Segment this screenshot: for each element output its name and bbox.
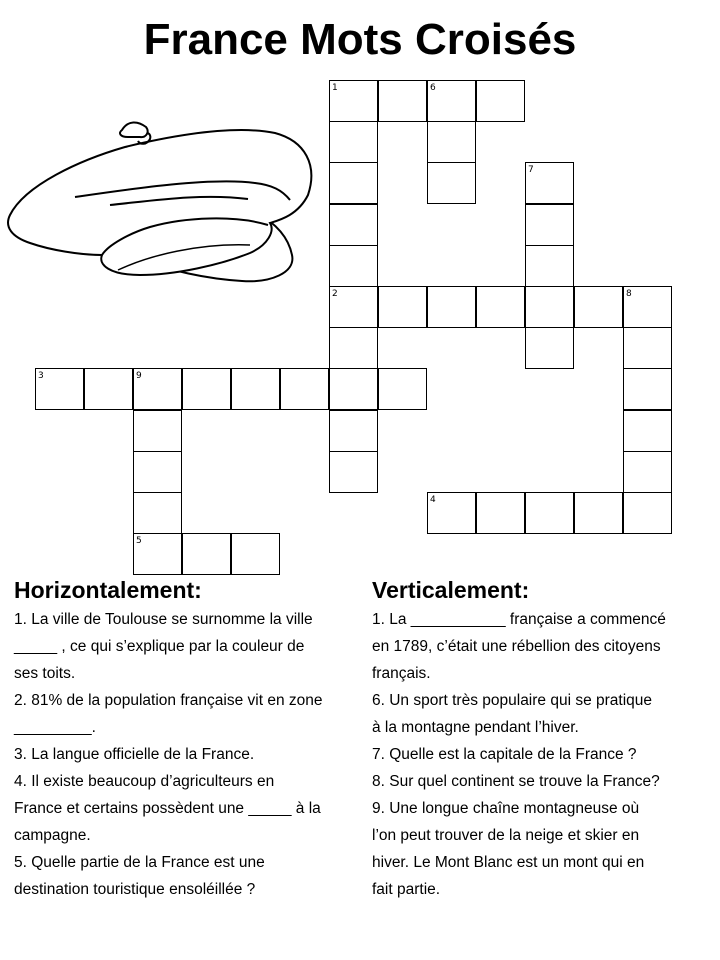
- grid-cell[interactable]: [329, 162, 378, 204]
- grid-cell[interactable]: [525, 204, 574, 246]
- clue-line: 2. 81% de la population française vit en zone: [14, 692, 323, 709]
- grid-cell[interactable]: [476, 286, 525, 328]
- grid-cell[interactable]: [476, 492, 525, 534]
- grid-cell[interactable]: [133, 368, 182, 410]
- grid-cell[interactable]: [378, 80, 427, 122]
- clue-line: l’on peut trouver de la neige et skier en: [372, 827, 640, 844]
- grid-cell[interactable]: [329, 410, 378, 452]
- clue-line: 7. Quelle est la capitale de la France ?: [372, 746, 637, 763]
- clue-line: France et certains possèdent une _____ à la: [14, 800, 321, 817]
- clue-line: à la montagne pendant l’hiver.: [372, 719, 579, 736]
- across-heading: Horizontalement:: [14, 577, 202, 603]
- clue-line: français.: [372, 665, 431, 682]
- grid-cell[interactable]: [329, 245, 378, 287]
- clue-number: 4: [430, 495, 436, 505]
- grid-cell[interactable]: [133, 410, 182, 452]
- grid-cell[interactable]: [623, 451, 672, 493]
- grid-cell[interactable]: [427, 492, 476, 534]
- clue-line: campagne.: [14, 827, 91, 844]
- page-title: France Mots Croisés: [143, 15, 577, 64]
- grid-cell[interactable]: [133, 492, 182, 534]
- grid-cell[interactable]: [525, 327, 574, 369]
- clue-line: 4. Il existe beaucoup d’agriculteurs en: [14, 773, 275, 790]
- grid-cell[interactable]: [329, 368, 378, 410]
- grid-cell[interactable]: [280, 368, 329, 410]
- clue-line: destination touristique ensoléillée ?: [14, 881, 256, 898]
- grid-cell[interactable]: [133, 451, 182, 493]
- grid-cell[interactable]: [329, 204, 378, 246]
- clue-number: 7: [528, 165, 534, 176]
- clue-line: 1. La ___________ française a commencé: [372, 611, 666, 628]
- grid-cell[interactable]: [427, 162, 476, 204]
- grid-cell[interactable]: [231, 368, 280, 410]
- grid-cell[interactable]: [231, 533, 280, 575]
- clue-line: 6. Un sport très populaire qui se pratique: [372, 692, 653, 709]
- clue-number: 1: [332, 83, 338, 93]
- grid-cell[interactable]: [329, 121, 378, 163]
- grid-cell[interactable]: [427, 121, 476, 163]
- grid-cell[interactable]: [182, 368, 231, 410]
- grid-cell[interactable]: [329, 451, 378, 493]
- grid-cell[interactable]: [525, 245, 574, 287]
- clue-number: 9: [136, 371, 142, 382]
- clue-line: 8. Sur quel continent se trouve la France?: [372, 773, 660, 790]
- grid-cell[interactable]: [133, 533, 182, 575]
- grid-cell[interactable]: [329, 80, 378, 122]
- grid-cell[interactable]: [623, 327, 672, 369]
- grid-cell[interactable]: [476, 80, 525, 122]
- grid-cell[interactable]: [84, 368, 133, 410]
- grid-cell[interactable]: [378, 368, 427, 410]
- grid-cell[interactable]: [525, 286, 574, 328]
- clue-number: 6: [430, 83, 436, 93]
- across-clues: [14, 574, 364, 903]
- grid-cell[interactable]: [623, 368, 672, 410]
- clue-number: 5: [136, 536, 142, 547]
- grid-cell[interactable]: [623, 410, 672, 452]
- clue-line: en 1789, c’était une rébellion des citoyens: [372, 638, 661, 655]
- grid-cell[interactable]: [574, 492, 623, 534]
- grid-cell[interactable]: [623, 286, 672, 328]
- clue-line: _________.: [14, 719, 96, 736]
- grid-cell[interactable]: [574, 286, 623, 328]
- down-clues: [372, 574, 717, 903]
- grid-cell[interactable]: [427, 286, 476, 328]
- grid-cell[interactable]: [329, 286, 378, 328]
- beret-icon: [0, 105, 320, 290]
- clue-line: ses toits.: [14, 665, 76, 682]
- grid-cell[interactable]: [329, 327, 378, 369]
- clue-number: 8: [626, 289, 632, 299]
- clue-line: fait partie.: [372, 881, 441, 898]
- clue-line: 9. Une longue chaîne montagneuse où: [372, 800, 640, 817]
- clue-line: 5. Quelle partie de la France est une: [14, 854, 265, 871]
- clue-number: 3: [38, 371, 44, 382]
- grid-cell[interactable]: [35, 368, 84, 410]
- grid-cell[interactable]: [623, 492, 672, 534]
- clue-number: 2: [332, 289, 338, 299]
- clue-line: _____ , ce qui s’explique par la couleur de: [14, 638, 305, 655]
- down-heading: Verticalement:: [372, 577, 530, 603]
- grid-cell[interactable]: [427, 80, 476, 122]
- grid-cell[interactable]: [182, 533, 231, 575]
- clue-line: 3. La langue officielle de la France.: [14, 746, 255, 763]
- clue-line: 1. La ville de Toulouse se surnomme la ville: [14, 611, 313, 628]
- grid-cell[interactable]: [525, 492, 574, 534]
- grid-cell[interactable]: [525, 162, 574, 204]
- grid-cell[interactable]: [378, 286, 427, 328]
- clue-line: hiver. Le Mont Blanc est un mont qui en: [372, 854, 645, 871]
